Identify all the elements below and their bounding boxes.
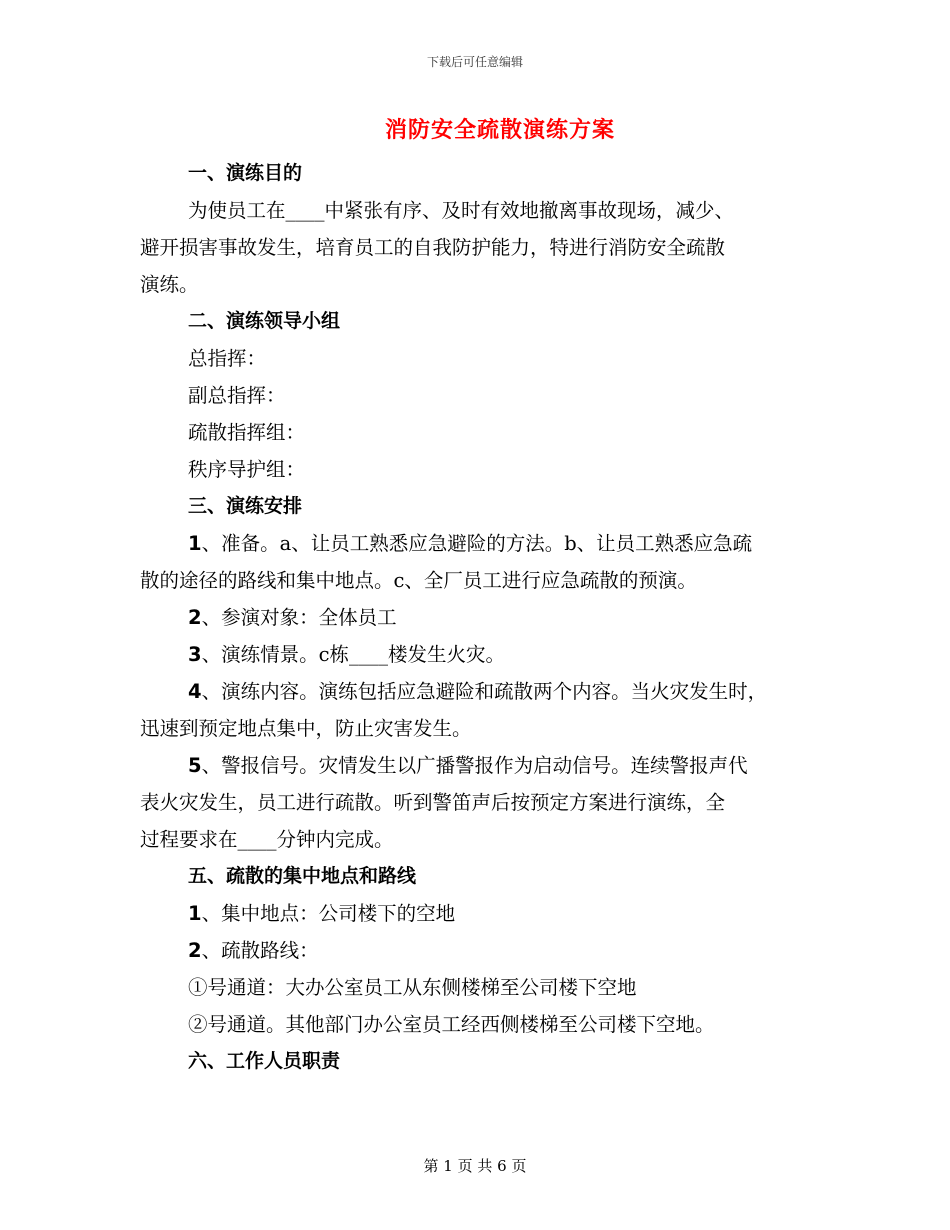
list-number: 3 [188, 643, 202, 666]
paragraph-line: ②号通道。其他部门办公室员工经西侧楼梯至公司楼下空地。 [188, 1013, 715, 1036]
paragraph-line [140, 599, 805, 636]
paragraph-line [140, 673, 805, 710]
paragraph-line: 总指挥： [188, 347, 267, 370]
list-number: 2 [188, 606, 202, 629]
paragraph-line: 表火灾发生，员工进行疏散。听到警笛声后按预定方案进行演练，全 [140, 791, 726, 814]
paragraph-line: 迅速到预定地点集中，防止灾害发生。 [140, 717, 472, 740]
paragraph-line [140, 895, 805, 932]
document-title: 消防安全疏散演练方案 [384, 117, 615, 143]
section-heading: 六、工作人员职责 [188, 1050, 341, 1072]
paragraph-line [140, 525, 805, 562]
paragraph-line: 散的途径的路线和集中地点。c、全厂员工进行应急疏散的预演。 [140, 569, 697, 592]
list-item-text: 、集中地点：公司楼下的空地 [201, 902, 456, 925]
paragraph-line: 副总指挥： [188, 384, 286, 407]
list-item-text: 、参演对象：全体员工 [201, 606, 397, 629]
list-item-text: 、警报信号。灾情发生以广播警报作为启动信号。连续警报声代 [201, 754, 748, 777]
section-heading: 一、演练目的 [188, 162, 303, 184]
paragraph-line: 避开损害事故发生，培育员工的自我防护能力，特进行消防安全疏散 [140, 236, 726, 259]
page-footer: 第 1 页 共 6 页 [423, 1157, 527, 1175]
paragraph-line: 演练。 [140, 273, 199, 296]
paragraph-line [140, 636, 805, 673]
list-item-text: 、准备。a、让员工熟悉应急避险的方法。b、让员工熟悉应急疏 [201, 532, 753, 555]
section-heading: 二、演练领导小组 [188, 310, 341, 332]
paragraph-line: ①号通道：大办公室员工从东侧楼梯至公司楼下空地 [188, 976, 637, 999]
page-header: 下载后可任意编辑 [426, 55, 523, 69]
list-number: 1 [188, 532, 202, 555]
paragraph-line [140, 932, 805, 969]
document-body [140, 155, 805, 1080]
list-number: 5 [188, 754, 202, 777]
paragraph-line: 疏散指挥组： [188, 421, 306, 444]
section-heading: 五、疏散的集中地点和路线 [188, 865, 417, 887]
list-number: 4 [188, 680, 202, 703]
paragraph-line [140, 747, 805, 784]
paragraph-line: 过程要求在____分钟内完成。 [140, 828, 394, 851]
list-item-text: 、疏散路线： [201, 939, 319, 962]
paragraph-line: 为使员工在____中紧张有序、及时有效地撤离事故现场，减少、 [188, 199, 735, 222]
list-number: 2 [188, 939, 202, 962]
section-heading: 三、演练安排 [188, 495, 303, 517]
list-number: 1 [188, 902, 202, 925]
list-item-text: 、演练内容。演练包括应急避险和疏散两个内容。当火灾发生时， [201, 680, 768, 703]
paragraph-line: 秩序导护组： [188, 458, 306, 481]
list-item-text: 、演练情景。c栋____楼发生火灾。 [201, 643, 505, 666]
